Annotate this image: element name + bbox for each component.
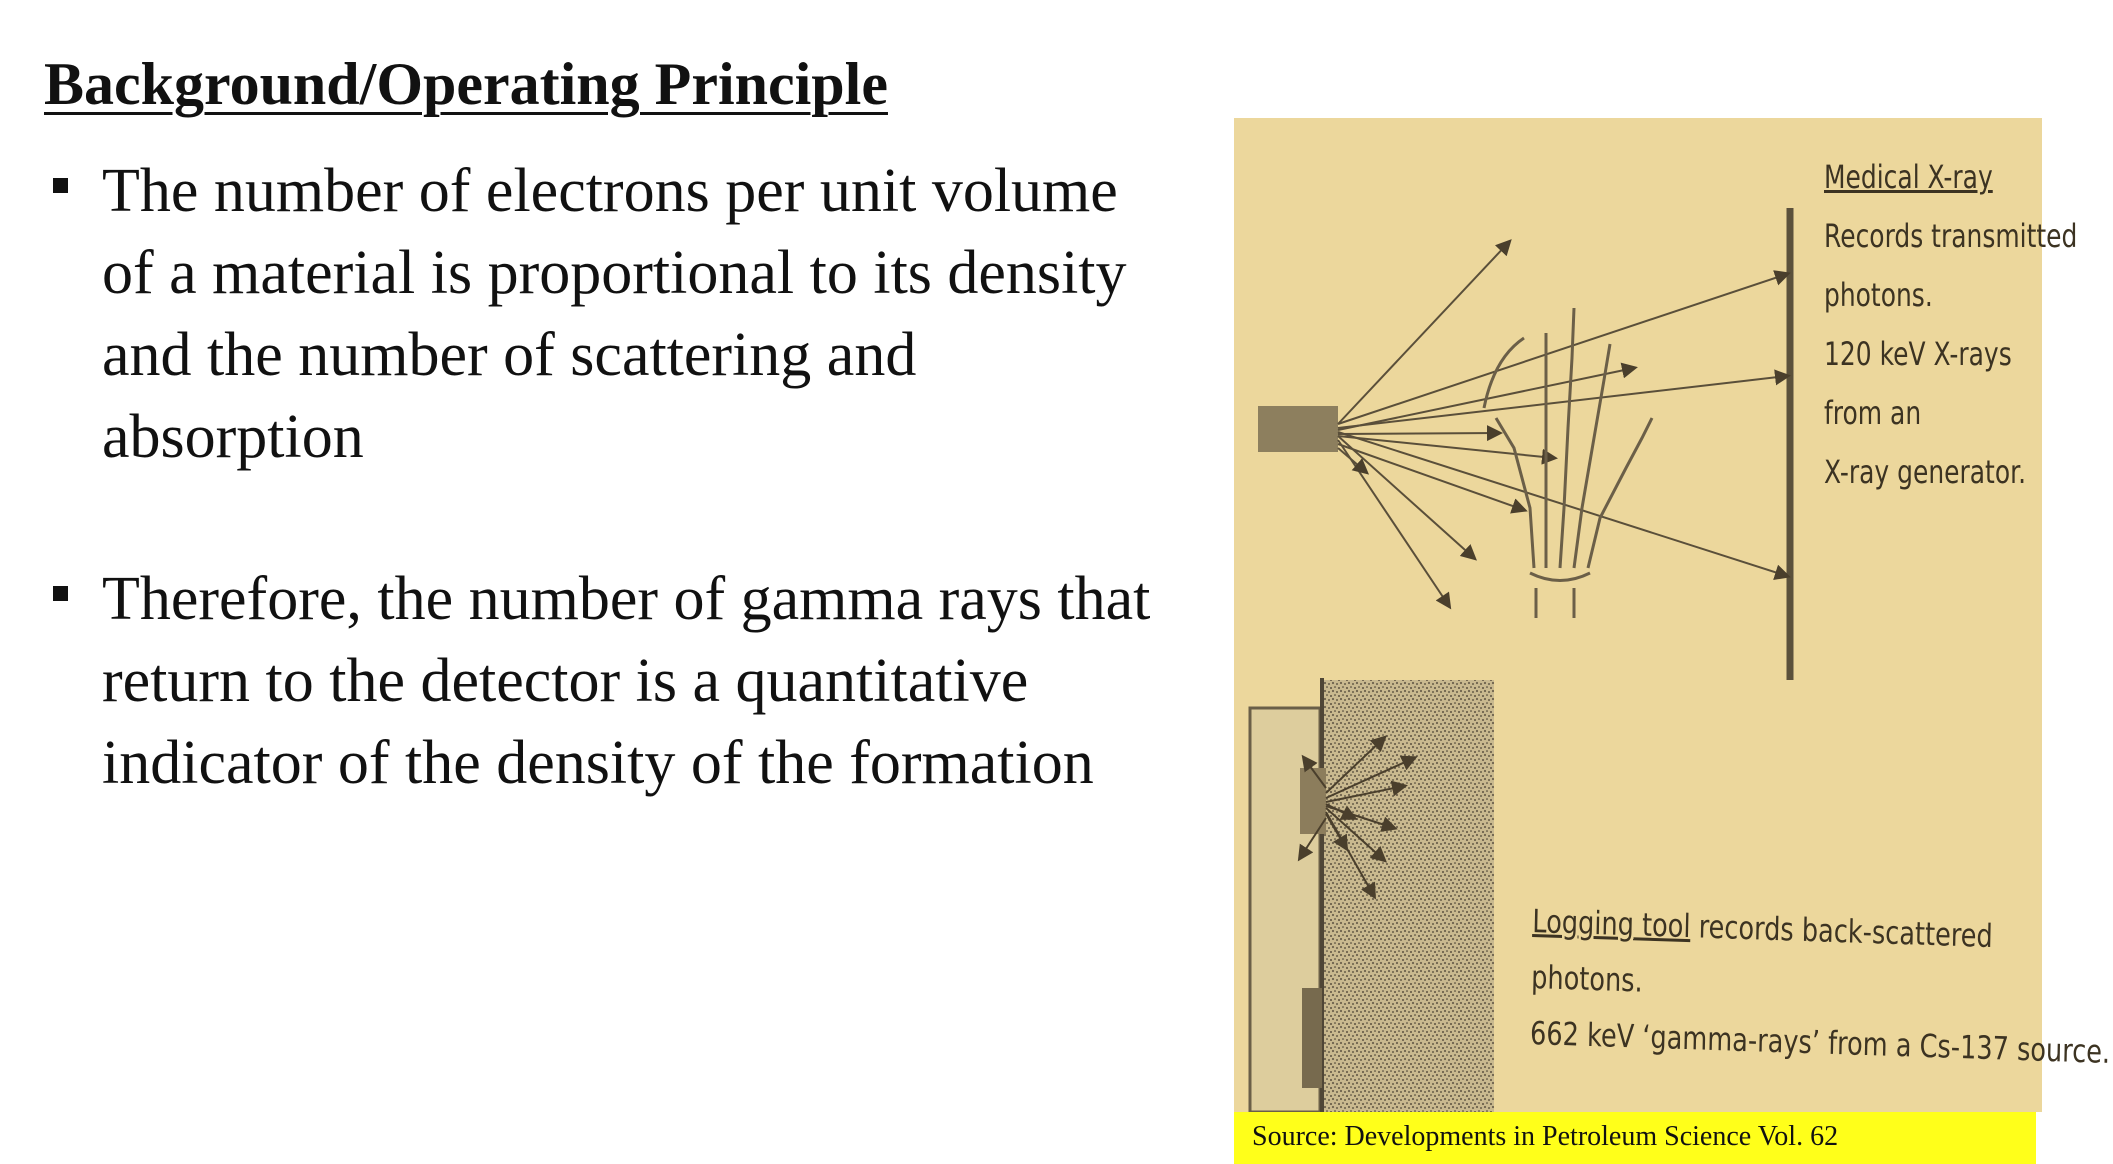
bullet-text: Therefore, the number of gamma rays that return to the detector is a quantitative indicator of the density of the formation bbox=[102, 565, 1151, 797]
caption-line: from an bbox=[1824, 394, 1922, 432]
xray-vs-logging-figure bbox=[1234, 118, 2111, 1112]
xray-source bbox=[1258, 406, 1338, 452]
logging-tool-heading: Logging tool bbox=[1532, 901, 1691, 946]
gamma-detector bbox=[1302, 988, 1322, 1088]
medical-xray-heading: Medical X-ray bbox=[1824, 158, 1993, 196]
source-text: Source: Developments in Petroleum Science Vol. 62 bbox=[1252, 1121, 1839, 1152]
bullet-item bbox=[48, 558, 1178, 804]
caption-line: Records transmitted bbox=[1824, 217, 2078, 255]
formation-block bbox=[1324, 680, 1494, 1112]
bullet-list bbox=[48, 150, 1178, 804]
logging-tool-caption bbox=[1529, 893, 2113, 1080]
caption-line: X-ray generator. bbox=[1824, 453, 2027, 491]
medical-xray-caption bbox=[1824, 148, 2077, 502]
hand-bones bbox=[1484, 308, 1652, 618]
caption-line: photons. bbox=[1824, 276, 1933, 314]
source-citation bbox=[1234, 1112, 2036, 1164]
caption-line: photons. bbox=[1530, 957, 1644, 1000]
bullet-text: The number of electrons per unit volume of a material is proportional to its density and the number of scattering and absorption bbox=[102, 157, 1127, 471]
square-bullet-icon bbox=[53, 586, 68, 601]
slide-title: Background/Operating Principle bbox=[44, 51, 888, 117]
caption-line: records back-scattered bbox=[1690, 907, 1994, 956]
square-bullet-icon bbox=[53, 178, 68, 193]
caption-line: 120 keV X-rays bbox=[1824, 335, 2012, 373]
bullet-item bbox=[48, 150, 1178, 478]
caption-line: 662 keV ‘gamma-rays’ from a Cs-137 source. bbox=[1529, 1013, 2111, 1071]
